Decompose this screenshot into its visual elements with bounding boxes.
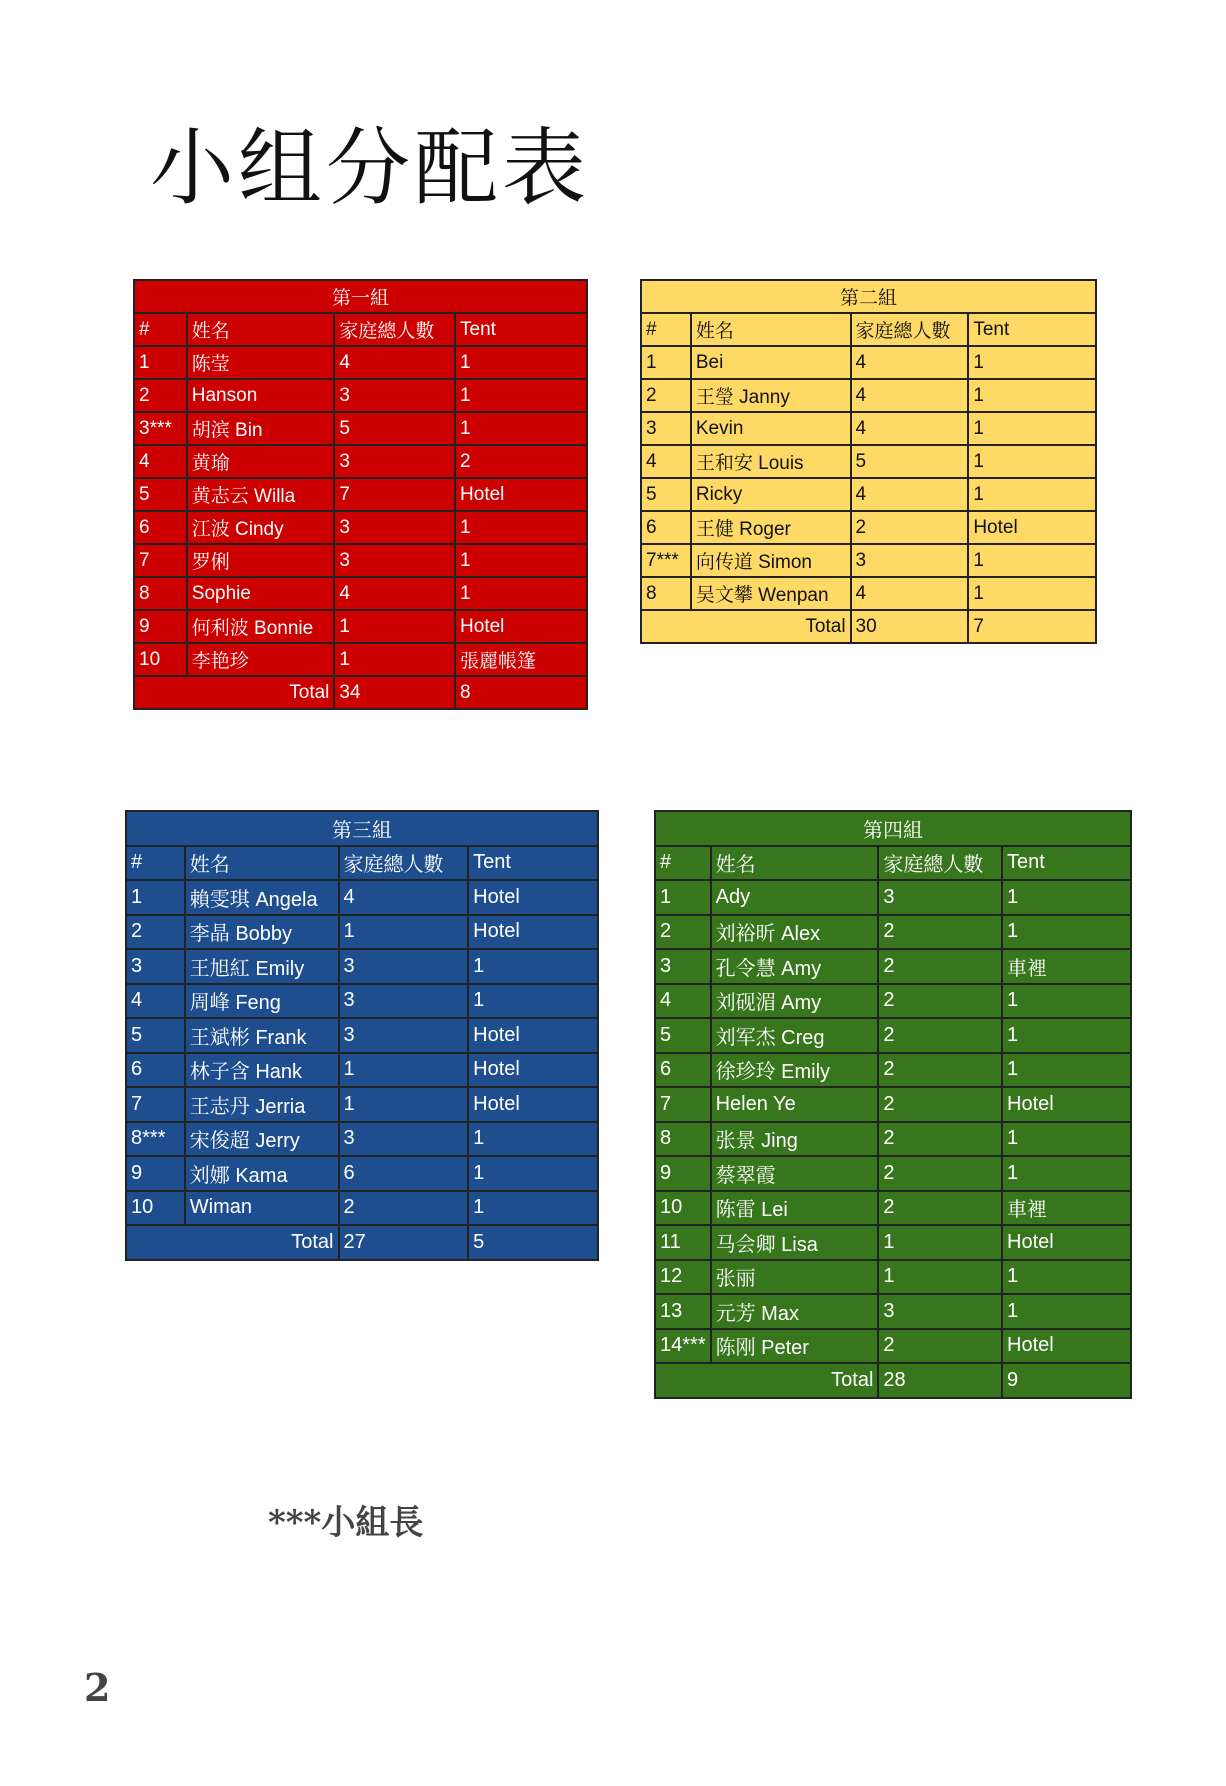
row-family-count: 3 bbox=[334, 445, 455, 478]
header-tent: Tent bbox=[1002, 846, 1131, 881]
row-family-count: 3 bbox=[851, 544, 969, 577]
table-row bbox=[655, 1191, 1131, 1226]
row-tent: Hotel bbox=[968, 511, 1096, 544]
table-row bbox=[641, 445, 1096, 478]
row-tent: Hotel bbox=[468, 915, 598, 950]
total-family-count: 28 bbox=[878, 1363, 1002, 1398]
row-name: 黄志云 Willa bbox=[187, 478, 335, 511]
row-tent: 1 bbox=[468, 949, 598, 984]
table-row bbox=[126, 880, 598, 915]
row-name: 蔡翠霞 bbox=[711, 1156, 879, 1191]
row-name: Helen Ye bbox=[711, 1087, 879, 1122]
row-num: 10 bbox=[134, 643, 187, 676]
row-tent: Hotel bbox=[1002, 1087, 1131, 1122]
row-family-count: 4 bbox=[334, 577, 455, 610]
row-num: 5 bbox=[641, 478, 691, 511]
row-name: Ady bbox=[711, 880, 879, 915]
table-row bbox=[641, 478, 1096, 511]
header-family-count: 家庭總人數 bbox=[851, 313, 969, 346]
row-num: 6 bbox=[134, 511, 187, 544]
row-tent: 1 bbox=[968, 412, 1096, 445]
row-num: 3 bbox=[126, 949, 185, 984]
row-num: 1 bbox=[641, 346, 691, 379]
table-row bbox=[134, 511, 587, 544]
row-num: 4 bbox=[126, 984, 185, 1019]
header-row bbox=[641, 313, 1096, 346]
row-tent: 1 bbox=[968, 379, 1096, 412]
page-number: 2 bbox=[84, 1665, 111, 1710]
row-tent: 1 bbox=[968, 577, 1096, 610]
row-tent: Hotel bbox=[468, 1087, 598, 1122]
row-name: 陈雷 Lei bbox=[711, 1191, 879, 1226]
row-tent: Hotel bbox=[1002, 1225, 1131, 1260]
table-row bbox=[641, 544, 1096, 577]
row-num: 7 bbox=[134, 544, 187, 577]
total-family-count: 30 bbox=[851, 610, 969, 643]
row-name: 马会卿 Lisa bbox=[711, 1225, 879, 1260]
row-tent: Hotel bbox=[1002, 1329, 1131, 1364]
row-tent: 車裡 bbox=[1002, 1191, 1131, 1226]
table-row bbox=[134, 610, 587, 643]
row-name: 李晶 Bobby bbox=[185, 915, 339, 950]
table-row bbox=[126, 915, 598, 950]
row-num: 8 bbox=[641, 577, 691, 610]
row-name: 刘军杰 Creg bbox=[711, 1018, 879, 1053]
row-name: 孔令慧 Amy bbox=[711, 949, 879, 984]
row-name: 宋俊超 Jerry bbox=[185, 1122, 339, 1157]
row-num: 6 bbox=[641, 511, 691, 544]
row-family-count: 2 bbox=[339, 1191, 469, 1226]
header-family-count: 家庭總人數 bbox=[334, 313, 455, 346]
row-family-count: 2 bbox=[878, 1087, 1002, 1122]
table-row bbox=[655, 1260, 1131, 1295]
row-tent: 1 bbox=[1002, 1156, 1131, 1191]
row-name: 吴文攀 Wenpan bbox=[691, 577, 851, 610]
row-num: 7 bbox=[126, 1087, 185, 1122]
table-row bbox=[134, 412, 587, 445]
row-name: 刘裕昕 Alex bbox=[711, 915, 879, 950]
row-tent: 1 bbox=[968, 544, 1096, 577]
row-name: 罗俐 bbox=[187, 544, 335, 577]
table-row bbox=[134, 544, 587, 577]
header-tent: Tent bbox=[468, 846, 598, 881]
row-num: 1 bbox=[655, 880, 711, 915]
table-row bbox=[126, 1156, 598, 1191]
row-name: Ricky bbox=[691, 478, 851, 511]
group-1-table bbox=[133, 279, 588, 710]
row-name: Hanson bbox=[187, 379, 335, 412]
table-row bbox=[655, 1156, 1131, 1191]
total-family-count: 27 bbox=[339, 1225, 469, 1260]
group-4-table bbox=[654, 810, 1132, 1399]
row-name: 江波 Cindy bbox=[187, 511, 335, 544]
row-num: 3*** bbox=[134, 412, 187, 445]
table-row bbox=[641, 412, 1096, 445]
row-family-count: 3 bbox=[334, 544, 455, 577]
row-tent: 1 bbox=[468, 984, 598, 1019]
row-family-count: 3 bbox=[878, 1294, 1002, 1329]
row-num: 3 bbox=[641, 412, 691, 445]
row-num: 13 bbox=[655, 1294, 711, 1329]
row-tent: 1 bbox=[468, 1156, 598, 1191]
row-family-count: 4 bbox=[851, 379, 969, 412]
table-row bbox=[126, 1053, 598, 1088]
table-row bbox=[134, 478, 587, 511]
table-row bbox=[134, 379, 587, 412]
row-name: Kevin bbox=[691, 412, 851, 445]
table-row bbox=[134, 445, 587, 478]
row-family-count: 3 bbox=[339, 949, 469, 984]
header-row bbox=[126, 846, 598, 881]
row-name: 周峰 Feng bbox=[185, 984, 339, 1019]
row-tent: 1 bbox=[468, 1122, 598, 1157]
total-tent: 9 bbox=[1002, 1363, 1131, 1398]
row-family-count: 5 bbox=[851, 445, 969, 478]
total-label: Total bbox=[126, 1225, 339, 1260]
row-family-count: 1 bbox=[339, 1053, 469, 1088]
header-name: 姓名 bbox=[185, 846, 339, 881]
table-row bbox=[655, 984, 1131, 1019]
group-title: 第二組 bbox=[641, 280, 1096, 313]
row-family-count: 2 bbox=[851, 511, 969, 544]
table-row bbox=[655, 949, 1131, 984]
row-name: 王志丹 Jerria bbox=[185, 1087, 339, 1122]
row-family-count: 2 bbox=[878, 984, 1002, 1019]
total-tent: 5 bbox=[468, 1225, 598, 1260]
row-family-count: 1 bbox=[334, 643, 455, 676]
row-num: 6 bbox=[655, 1053, 711, 1088]
row-tent: 張麗帳篷 bbox=[455, 643, 587, 676]
row-tent: 1 bbox=[968, 445, 1096, 478]
header-family-count: 家庭總人數 bbox=[339, 846, 469, 881]
row-family-count: 1 bbox=[878, 1260, 1002, 1295]
row-name: 王健 Roger bbox=[691, 511, 851, 544]
table-row bbox=[655, 880, 1131, 915]
table-row bbox=[134, 643, 587, 676]
row-name: 刘砚湄 Amy bbox=[711, 984, 879, 1019]
table-row bbox=[655, 1329, 1131, 1364]
row-family-count: 2 bbox=[878, 915, 1002, 950]
row-name: Wiman bbox=[185, 1191, 339, 1226]
table-row bbox=[655, 915, 1131, 950]
row-num: 8*** bbox=[126, 1122, 185, 1157]
row-tent: 1 bbox=[1002, 1053, 1131, 1088]
table-row bbox=[655, 1225, 1131, 1260]
row-num: 3 bbox=[655, 949, 711, 984]
header-num: # bbox=[126, 846, 185, 881]
row-num: 6 bbox=[126, 1053, 185, 1088]
row-num: 2 bbox=[641, 379, 691, 412]
row-family-count: 1 bbox=[339, 1087, 469, 1122]
total-tent: 7 bbox=[968, 610, 1096, 643]
total-tent: 8 bbox=[455, 676, 587, 709]
row-name: 刘娜 Kama bbox=[185, 1156, 339, 1191]
row-family-count: 4 bbox=[851, 577, 969, 610]
row-family-count: 4 bbox=[851, 346, 969, 379]
header-num: # bbox=[641, 313, 691, 346]
row-num: 4 bbox=[641, 445, 691, 478]
row-family-count: 3 bbox=[339, 1018, 469, 1053]
group-title: 第三組 bbox=[126, 811, 598, 846]
header-row bbox=[655, 846, 1131, 881]
row-tent: Hotel bbox=[468, 1053, 598, 1088]
total-row bbox=[655, 1363, 1131, 1398]
row-num: 8 bbox=[134, 577, 187, 610]
row-tent: 1 bbox=[1002, 1294, 1131, 1329]
group-title-row bbox=[655, 811, 1131, 846]
total-row bbox=[134, 676, 587, 709]
row-family-count: 7 bbox=[334, 478, 455, 511]
table-row bbox=[641, 511, 1096, 544]
page-title: 小组分配表 bbox=[150, 119, 591, 217]
total-label: Total bbox=[134, 676, 334, 709]
row-num: 1 bbox=[134, 346, 187, 379]
row-num: 2 bbox=[126, 915, 185, 950]
table-row bbox=[126, 1087, 598, 1122]
group-3-table bbox=[125, 810, 599, 1261]
header-name: 姓名 bbox=[187, 313, 335, 346]
total-label: Total bbox=[641, 610, 851, 643]
row-family-count: 4 bbox=[851, 412, 969, 445]
row-tent: 1 bbox=[455, 379, 587, 412]
row-num: 5 bbox=[655, 1018, 711, 1053]
group-title: 第一組 bbox=[134, 280, 587, 313]
row-tent: 車裡 bbox=[1002, 949, 1131, 984]
row-num: 1 bbox=[126, 880, 185, 915]
total-family-count: 34 bbox=[334, 676, 455, 709]
row-name: 何利波 Bonnie bbox=[187, 610, 335, 643]
row-tent: Hotel bbox=[468, 880, 598, 915]
row-num: 9 bbox=[655, 1156, 711, 1191]
row-tent: 2 bbox=[455, 445, 587, 478]
row-family-count: 4 bbox=[334, 346, 455, 379]
header-num: # bbox=[134, 313, 187, 346]
row-tent: 1 bbox=[455, 346, 587, 379]
row-name: 黄瑜 bbox=[187, 445, 335, 478]
row-name: 王旭紅 Emily bbox=[185, 949, 339, 984]
row-name: 王斌彬 Frank bbox=[185, 1018, 339, 1053]
total-row bbox=[641, 610, 1096, 643]
row-name: 賴雯琪 Angela bbox=[185, 880, 339, 915]
row-name: 林子含 Hank bbox=[185, 1053, 339, 1088]
row-num: 9 bbox=[126, 1156, 185, 1191]
table-row bbox=[641, 379, 1096, 412]
row-tent: 1 bbox=[468, 1191, 598, 1226]
row-family-count: 5 bbox=[334, 412, 455, 445]
row-family-count: 1 bbox=[878, 1225, 1002, 1260]
table-row bbox=[126, 949, 598, 984]
row-num: 9 bbox=[134, 610, 187, 643]
row-num: 2 bbox=[655, 915, 711, 950]
row-num: 12 bbox=[655, 1260, 711, 1295]
row-num: 4 bbox=[134, 445, 187, 478]
table-row bbox=[126, 1191, 598, 1226]
row-tent: 1 bbox=[1002, 880, 1131, 915]
table-row bbox=[641, 346, 1096, 379]
row-num: 11 bbox=[655, 1225, 711, 1260]
row-tent: Hotel bbox=[468, 1018, 598, 1053]
row-num: 2 bbox=[134, 379, 187, 412]
table-row bbox=[126, 984, 598, 1019]
row-tent: 1 bbox=[1002, 1018, 1131, 1053]
row-tent: 1 bbox=[455, 544, 587, 577]
row-tent: 1 bbox=[1002, 984, 1131, 1019]
row-family-count: 3 bbox=[334, 379, 455, 412]
group-leader-footnote: ***小組長 bbox=[268, 1503, 424, 1543]
row-tent: 1 bbox=[455, 412, 587, 445]
row-tent: 1 bbox=[1002, 915, 1131, 950]
header-tent: Tent bbox=[968, 313, 1096, 346]
row-tent: 1 bbox=[455, 577, 587, 610]
row-family-count: 4 bbox=[339, 880, 469, 915]
row-family-count: 4 bbox=[851, 478, 969, 511]
row-tent: 1 bbox=[968, 346, 1096, 379]
row-family-count: 6 bbox=[339, 1156, 469, 1191]
table-row bbox=[126, 1122, 598, 1157]
table-row bbox=[655, 1053, 1131, 1088]
row-tent: 1 bbox=[968, 478, 1096, 511]
row-name: 王瑩 Janny bbox=[691, 379, 851, 412]
group-title-row bbox=[126, 811, 598, 846]
row-num: 10 bbox=[655, 1191, 711, 1226]
row-name: 胡滨 Bin bbox=[187, 412, 335, 445]
row-family-count: 2 bbox=[878, 1122, 1002, 1157]
row-tent: Hotel bbox=[455, 478, 587, 511]
row-tent: 1 bbox=[455, 511, 587, 544]
row-name: Sophie bbox=[187, 577, 335, 610]
row-num: 5 bbox=[126, 1018, 185, 1053]
table-row bbox=[655, 1087, 1131, 1122]
row-family-count: 2 bbox=[878, 1156, 1002, 1191]
row-name: 王和安 Louis bbox=[691, 445, 851, 478]
row-family-count: 2 bbox=[878, 1329, 1002, 1364]
header-num: # bbox=[655, 846, 711, 881]
row-num: 10 bbox=[126, 1191, 185, 1226]
row-name: 张景 Jing bbox=[711, 1122, 879, 1157]
row-family-count: 1 bbox=[334, 610, 455, 643]
row-family-count: 3 bbox=[339, 984, 469, 1019]
row-num: 7*** bbox=[641, 544, 691, 577]
row-tent: 1 bbox=[1002, 1122, 1131, 1157]
row-name: Bei bbox=[691, 346, 851, 379]
table-row bbox=[126, 1018, 598, 1053]
group-title-row bbox=[641, 280, 1096, 313]
header-tent: Tent bbox=[455, 313, 587, 346]
row-num: 8 bbox=[655, 1122, 711, 1157]
row-name: 元芳 Max bbox=[711, 1294, 879, 1329]
row-tent: 1 bbox=[1002, 1260, 1131, 1295]
row-name: 陈刚 Peter bbox=[711, 1329, 879, 1364]
row-name: 张丽 bbox=[711, 1260, 879, 1295]
group-title-row bbox=[134, 280, 587, 313]
header-family-count: 家庭總人數 bbox=[878, 846, 1002, 881]
table-row bbox=[134, 577, 587, 610]
row-family-count: 2 bbox=[878, 949, 1002, 984]
row-family-count: 2 bbox=[878, 1191, 1002, 1226]
table-row bbox=[641, 577, 1096, 610]
row-tent: Hotel bbox=[455, 610, 587, 643]
group-title: 第四組 bbox=[655, 811, 1131, 846]
row-name: 陈莹 bbox=[187, 346, 335, 379]
total-label: Total bbox=[655, 1363, 878, 1398]
table-row bbox=[655, 1122, 1131, 1157]
header-row bbox=[134, 313, 587, 346]
row-num: 5 bbox=[134, 478, 187, 511]
header-name: 姓名 bbox=[691, 313, 851, 346]
row-name: 徐珍玲 Emily bbox=[711, 1053, 879, 1088]
row-family-count: 1 bbox=[339, 915, 469, 950]
row-family-count: 3 bbox=[878, 880, 1002, 915]
row-family-count: 3 bbox=[339, 1122, 469, 1157]
table-row bbox=[655, 1018, 1131, 1053]
row-family-count: 3 bbox=[334, 511, 455, 544]
header-name: 姓名 bbox=[711, 846, 879, 881]
row-family-count: 2 bbox=[878, 1018, 1002, 1053]
table-row bbox=[655, 1294, 1131, 1329]
total-row bbox=[126, 1225, 598, 1260]
table-row bbox=[134, 346, 587, 379]
row-family-count: 2 bbox=[878, 1053, 1002, 1088]
row-num: 7 bbox=[655, 1087, 711, 1122]
row-name: 李艳珍 bbox=[187, 643, 335, 676]
row-num: 14*** bbox=[655, 1329, 711, 1364]
row-num: 4 bbox=[655, 984, 711, 1019]
group-2-table bbox=[640, 279, 1097, 644]
row-name: 向传道 Simon bbox=[691, 544, 851, 577]
